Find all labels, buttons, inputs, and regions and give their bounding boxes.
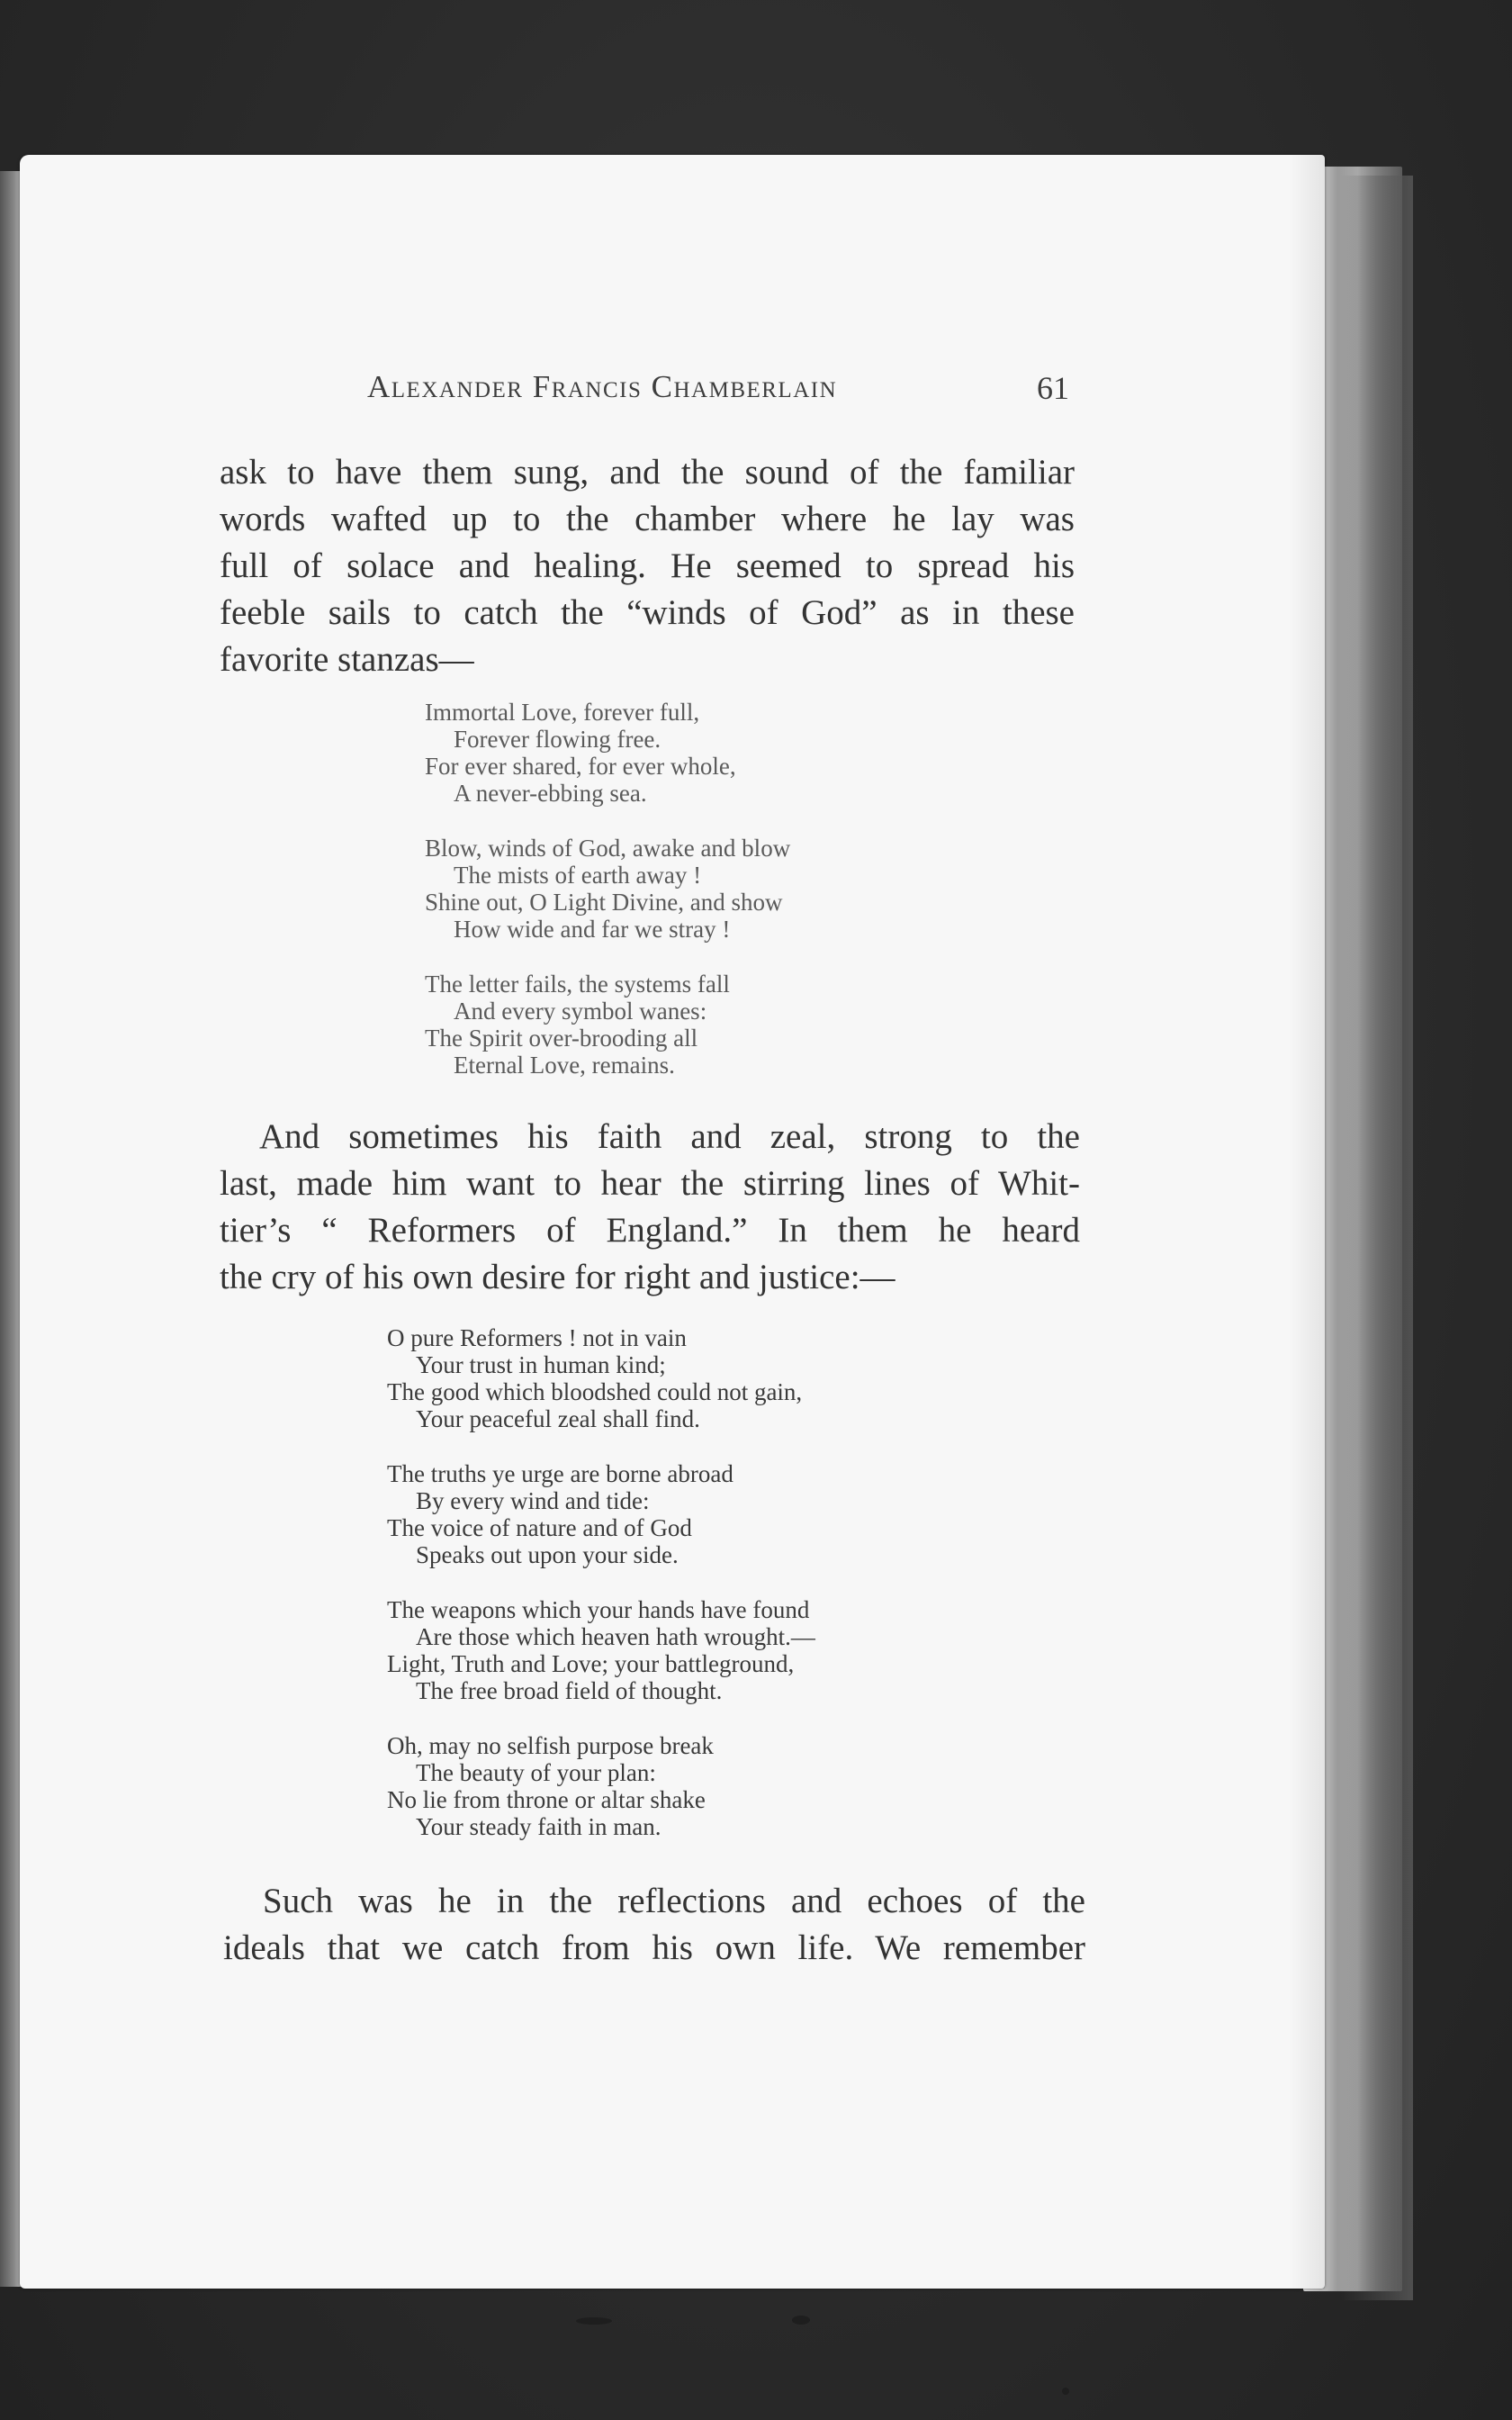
poem-stanza (387, 1596, 815, 1704)
scan-dust (1062, 2388, 1069, 2395)
verse-line: Immortal Love, forever full, (425, 699, 700, 726)
scan-dust (792, 2316, 810, 2325)
verse-line: The good which bloodshed could not gain, (387, 1378, 803, 1405)
poem-stanza (387, 1460, 815, 1568)
poem-stanza (425, 699, 790, 807)
poem-stanza (387, 1324, 815, 1432)
poem-stanza (425, 971, 790, 1079)
verse-line: Speaks out upon your side. (416, 1541, 679, 1568)
scan-dust (576, 2317, 612, 2325)
text-line: feeble sails to catch the “winds of God” as in these (220, 593, 1075, 632)
verse-line: The beauty of your plan: (416, 1759, 656, 1786)
verse-line: The mists of earth away ! (454, 862, 702, 889)
poem-stanza (425, 835, 790, 943)
verse-line: A never-ebbing sea. (454, 780, 647, 807)
poem-stanza (387, 1732, 815, 1840)
verse-line: The voice of nature and of God (387, 1514, 692, 1541)
text-line: And sometimes his faith and zeal, strong to the (259, 1117, 1080, 1156)
verse-line: O pure Reformers ! not in vain (387, 1324, 687, 1351)
verse-line: The Spirit over-brooding all (425, 1025, 698, 1052)
running-head (367, 369, 1069, 414)
verse-line: Your trust in human kind; (416, 1351, 666, 1378)
verse-line: The free broad field of thought. (416, 1677, 723, 1704)
text-line: words wafted up to the chamber where he lay was (220, 500, 1075, 538)
verse-line: Oh, may no selfish purpose break (387, 1732, 714, 1759)
poem-immortal-love (425, 699, 790, 1106)
verse-line: The weapons which your hands have found (387, 1596, 810, 1623)
text-line: Such was he in the reflections and echoes of the (263, 1882, 1085, 1920)
text-line: tier’s “ Reformers of England.” In them he heard (220, 1211, 1080, 1250)
paragraph-3 (223, 1878, 1085, 1972)
text-line: ideals that we catch from his own life. We remember (223, 1928, 1085, 1967)
paragraph-2 (220, 1114, 1080, 1301)
verse-line: And every symbol wanes: (454, 998, 707, 1025)
verse-line: Your peaceful zeal shall find. (416, 1405, 700, 1432)
running-title: Alexander Francis Chamberlain (367, 369, 838, 404)
verse-line: Eternal Love, remains. (454, 1052, 675, 1079)
verse-line: For ever shared, for ever whole, (425, 753, 736, 780)
verse-line: By every wind and tide: (416, 1487, 650, 1514)
verse-line: Shine out, O Light Divine, and show (425, 889, 783, 916)
verse-line: Blow, winds of God, awake and blow (425, 835, 791, 862)
text-line: the cry of his own desire for right and justice:— (220, 1258, 896, 1296)
page-number: 61 (1037, 370, 1069, 406)
verse-line: No lie from throne or altar shake (387, 1786, 706, 1813)
verse-line: How wide and far we stray ! (454, 916, 731, 943)
paragraph-1 (220, 449, 1075, 683)
text-line: favorite stanzas— (220, 640, 474, 679)
text-line: full of solace and healing. He seemed to spread his (220, 546, 1075, 585)
verse-line: Are those which heaven hath wrought.— (416, 1623, 815, 1650)
text-line: ask to have them sung, and the sound of the familiar (220, 453, 1075, 492)
verse-line: The letter fails, the systems fall (425, 971, 730, 998)
verse-line: Your steady faith in man. (416, 1813, 662, 1840)
poem-reformers-of-england (387, 1324, 815, 1868)
text-line: last, made him want to hear the stirring lines of Whit- (220, 1164, 1080, 1203)
verse-line: Light, Truth and Love; your battleground, (387, 1650, 795, 1677)
page-gutter-shade (1289, 155, 1325, 2289)
page-edge-shadow (1341, 176, 1413, 2300)
verse-line: The truths ye urge are borne abroad (387, 1460, 734, 1487)
verse-line: Forever flowing free. (454, 726, 662, 753)
